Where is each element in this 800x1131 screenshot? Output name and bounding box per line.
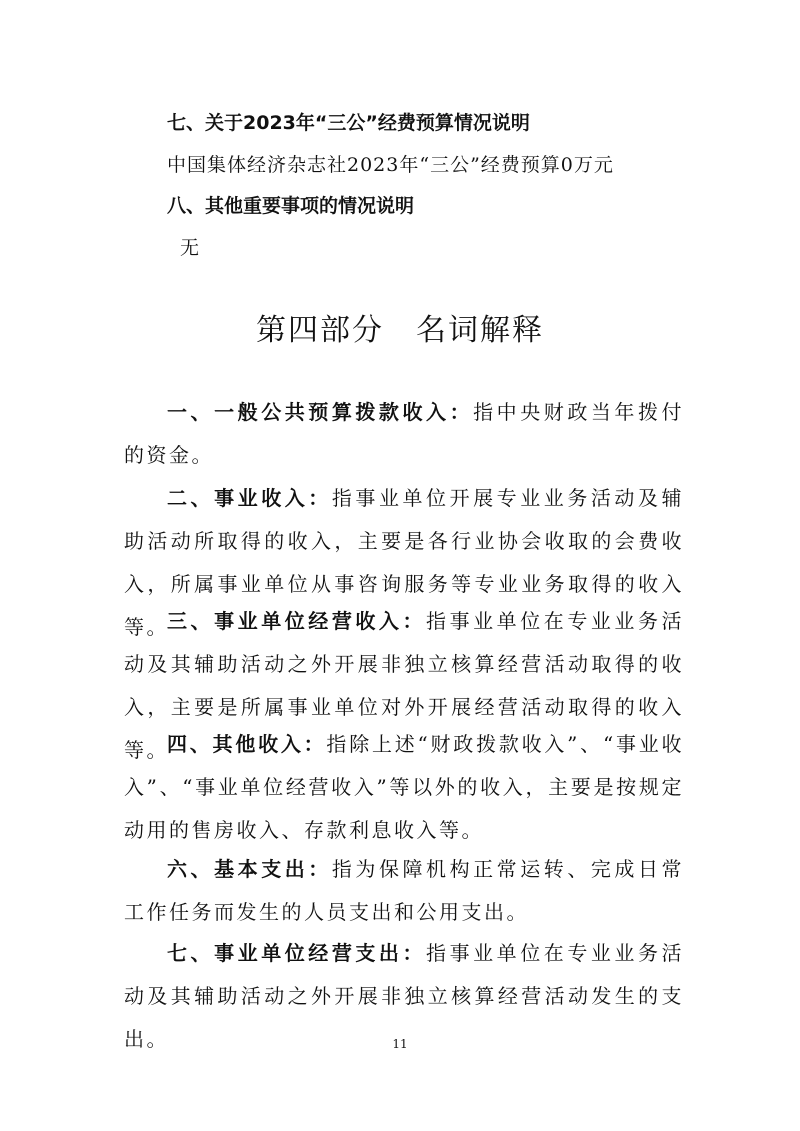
term-definition: 指除上述“财政拨款收入”、“事业收入”、“事业单位经营收入”等以外的收入，主要是按规定动用的售房收入、存款利息收入等。 [124,732,684,842]
section-8-heading: 八、其他重要事项的情况说明 [167,195,415,217]
term-definition: 指为保障机构正常运转、完成日常工作任务而发生的人员支出和公用支出。 [124,857,685,924]
term-label: 六、基本支出： [167,857,332,881]
term-definition: 指事业单位在专业业务活动及其辅助活动之外开展非独立核算经营活动取得的收入，主要是所属事业单位对外开展经营活动取得的收入等。 [124,609,685,762]
term-definition: 指中央财政当年拨付的资金。 [124,400,685,467]
page-number: 11 [392,1037,408,1051]
term-paragraph [124,723,684,852]
term-label: 一、一般公共预算拨款收入： [167,400,474,424]
term-paragraph [124,391,684,477]
section-8-body: 无 [180,237,201,259]
term-paragraph [124,848,684,934]
section-7-body: 中国集体经济杂志社2023年“三公”经费预算0万元 [167,154,614,176]
term-label: 二、事业收入： [167,486,332,510]
term-label: 四、其他收入： [167,732,327,756]
section-7-heading: 七、关于2023年“三公”经费预算情况说明 [167,112,530,134]
part-title: 第四部分 名词解释 [256,313,544,348]
term-definition: 指事业单位开展专业业务活动及辅助活动所取得的收入，主要是各行业协会收取的会费收入，所属事业单位从事咨询服务等专业业务取得的收入等。 [124,486,685,639]
term-definition: 指事业单位在专业业务活动及其辅助活动之外开展非独立核算经营活动发生的支出。 [124,941,685,1051]
term-label: 三、事业单位经营收入： [167,609,427,633]
term-label: 七、事业单位经营支出： [167,941,427,965]
